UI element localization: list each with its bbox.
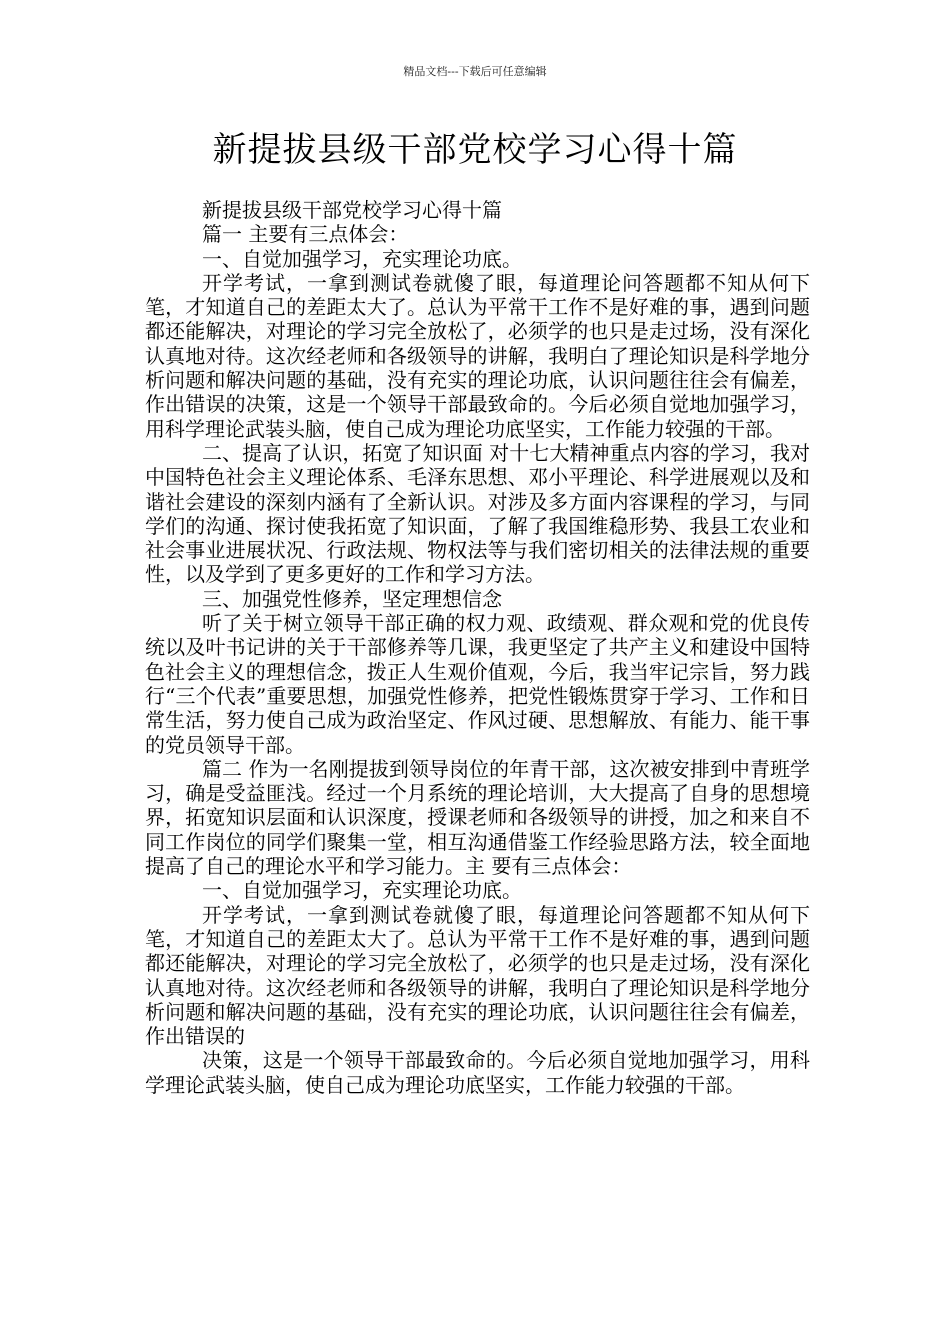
body-paragraph: 决策，这是一个领导干部最致命的。今后必须自觉地加强学习，用科学理论武装头脑，使自己成为理论功底坚实，工作能力较强的干部。 bbox=[145, 1048, 810, 1097]
body-paragraph: 听了关于树立领导干部正确的权力观、政绩观、群众观和党的优良传统以及叶书记讲的关于干部修养等几课，我更坚定了共产主义和建设中国特色社会主义的理想信念，拨正人生观价值观，今后，我当牢记宗旨，努力践行“三个代表”重要思想，加强党性修养，把党性锻炼贯穿于学习、工作和日常生活，努力使自己成为政治坚定、作风过硬、思想解放、有能力、能干事的党员领导干部。 bbox=[145, 611, 810, 757]
section-heading: 篇一 主要有三点体会： bbox=[202, 222, 409, 247]
document-body bbox=[145, 198, 810, 1097]
point-heading: 一、自觉加强学习，充实理论功底。 bbox=[202, 246, 522, 271]
body-paragraph: 开学考试，一拿到测试卷就傻了眼，每道理论问答题都不知从何下笔，才知道自己的差距太大了。总认为平常干工作不是好难的事，遇到问题都还能解决，对理论的学习完全放松了，必须学的也只是走过场，没有深化认真地对待。这次经老师和各级领导的讲解，我明白了理论知识是科学地分析问题和解决问题的基础，没有充实的理论功底，认识问题往往会有偏差，作出错误的 bbox=[145, 902, 810, 1049]
subtitle-paragraph: 新提拔县级干部党校学习心得十篇 bbox=[202, 198, 502, 222]
point-heading: 三、加强党性修养，坚定理想信念 bbox=[202, 586, 502, 611]
document-title: 新提拔县级干部党校学习心得十篇 bbox=[212, 130, 738, 170]
point-heading: 一、自觉加强学习，充实理论功底。 bbox=[202, 878, 522, 903]
body-paragraph: 二、提高了认识，拓宽了知识面 对十七大精神重点内容的学习，我对中国特色社会主义理论体系、毛泽东思想、邓小平理论、科学进展观以及和谐社会建设的深刻内涵有了全新认识。对涉及多方面内容课程的学习，与同学们的沟通、探讨使我拓宽了知识面，了解了我国维稳形势、我县工农业和社会事业进展状况、行政法规、物权法等与我们密切相关的法律法规的重要性，以及学到了更多更好的工作和学习方法。 bbox=[145, 440, 810, 587]
body-paragraph: 开学考试，一拿到测试卷就傻了眼，每道理论问答题都不知从何下笔，才知道自己的差距太大了。总认为平常干工作不是好难的事，遇到问题都还能解决，对理论的学习完全放松了，必须学的也只是走过场，没有深化认真地对待。这次经老师和各级领导的讲解，我明白了理论知识是科学地分析问题和解决问题的基础，没有充实的理论功底，认识问题往往会有偏差，作出错误的决策，这是一个领导干部最致命的。今后必须自觉地加强学习，用科学理论武装头脑，使自己成为理论功底坚实，工作能力较强的干部。 bbox=[145, 270, 810, 441]
header-note: 精品文档---下载后可任意编辑 bbox=[403, 65, 547, 78]
body-paragraph: 篇二 作为一名刚提拔到领导岗位的年青干部，这次被安排到中青班学习，确是受益匪浅。经过一个月系统的理论培训，大大提高了自身的思想境界，拓宽知识层面和认识深度，授课老师和各级领导的讲授，加之和来自不同工作岗位的同学们聚集一堂，相互沟通借鉴工作经验思路方法，较全面地提高了自己的理论水平和学习能力。主 要有三点体会： bbox=[145, 756, 810, 879]
